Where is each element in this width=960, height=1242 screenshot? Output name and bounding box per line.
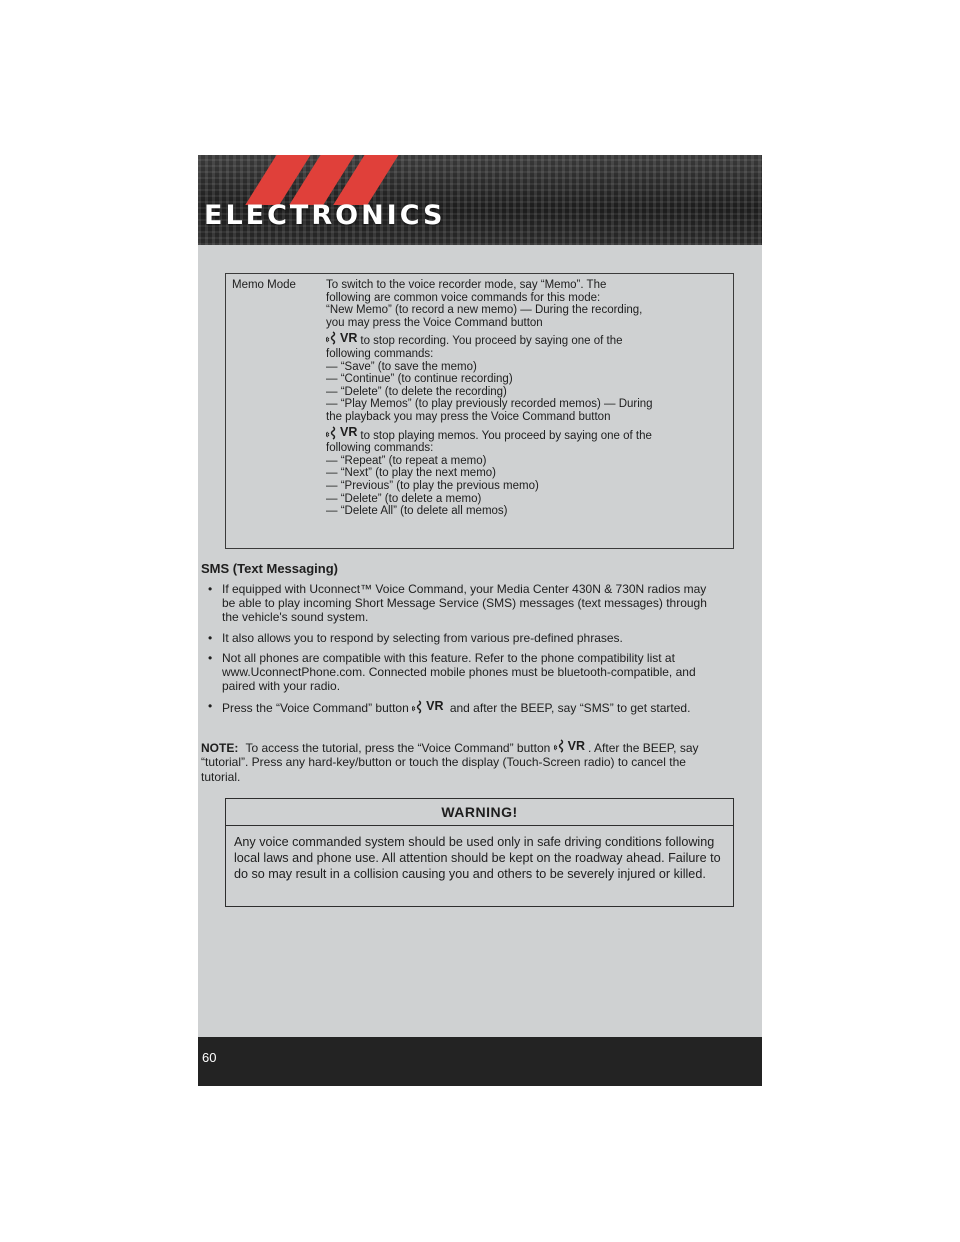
memo-mode-description [326,279,729,518]
memo-line: — “Next” (to play the next memo) [326,467,496,480]
note-paragraph: NOTE: To access the tutorial, press the “Voice Command” button VR . After the BEEP, say “tutorial”. Press any hard-key/button or touch the display (Touch-Screen radio) to cancel the tutorial. [201,739,699,784]
sms-heading: SMS (Text Messaging) [201,561,339,576]
bullet-marker: • [208,650,213,665]
memo-line: — “Save” (to save the memo) [326,360,477,373]
memo-line: the playback you may press the Voice Command button [326,410,611,423]
memo-line: you may press the Voice Command button [326,316,543,329]
manual-page [198,155,762,1086]
memo-line: VR to stop recording. You proceed by saying one of the [326,331,729,348]
voice-waves-icon [326,426,338,440]
memo-line: — “Play Memos” (to play previously recorded memos) — During [326,398,653,411]
memo-line: — “Previous” (to play the previous memo) [326,479,539,492]
list-item: • It also allows you to respond by selecting from various pre-defined phrases. [208,630,623,645]
bullet-marker: • [208,630,213,645]
page-number: 60 [202,1050,217,1065]
section-header [198,155,762,245]
memo-line: To switch to the voice recorder mode, say “Memo”. The [326,279,607,291]
voice-command-button-icon: VR [554,739,585,753]
memo-line: — “Delete All” (to delete all memos) [326,505,508,518]
memo-line: — “Continue” (to continue recording) [326,373,513,386]
memo-mode-term: Memo Mode [232,279,296,291]
memo-line: following commands: [326,442,434,455]
voice-waves-icon [326,331,338,345]
memo-line: following commands: [326,347,434,360]
memo-line: VR to stop playing memos. You proceed by saying one of the [326,426,729,443]
note-label: NOTE: [201,741,239,756]
sms-bullet-list [208,582,708,722]
voice-command-button-icon: VR [412,699,443,713]
voice-waves-icon [554,739,566,753]
voice-command-button-icon: VR [326,331,357,345]
section-title: ELECTRONICS [204,200,446,231]
memo-line: “New Memo” (to record a new memo) — During the recording, [326,304,643,317]
memo-line: — “Delete” (to delete the recording) [326,385,507,398]
voice-waves-icon [412,700,424,714]
list-item: • If equipped with Uconnect™ Voice Command, your Media Center 430N & 730N radios may be able to play incoming Short Message Service (SMS) messages (text messages) through the vehicle's sound system. [208,582,707,625]
memo-line: — “Repeat” (to repeat a memo) [326,454,487,467]
memo-line: — “Delete” (to delete a memo) [326,492,482,505]
voice-command-button-icon: VR [326,426,357,440]
bullet-marker: • [208,582,213,596]
warning-text: Any voice commanded system should be used only in safe driving conditions following local laws and phone use. All attention should be kept on the roadway ahead. Failure to do so may result in a collision causing you and others to be severely injured or killed. [234,835,721,881]
warning-box [225,798,734,907]
list-item: • Not all phones are compatible with this feature. Refer to the phone compatibility list at www.UconnectPhone.com. Connected mobile phones must be bluetooth-compatible, and paired with your radio. [208,650,696,694]
memo-mode-table [225,273,734,549]
bullet-marker: • [208,699,213,714]
memo-line: following are common voice commands for this mode: [326,291,601,304]
list-item: • Press the “Voice Command” button VR and after the BEEP, say “SMS” to get started. [208,699,691,716]
page-footer [198,1037,762,1086]
warning-title: WARNING! [226,799,733,826]
